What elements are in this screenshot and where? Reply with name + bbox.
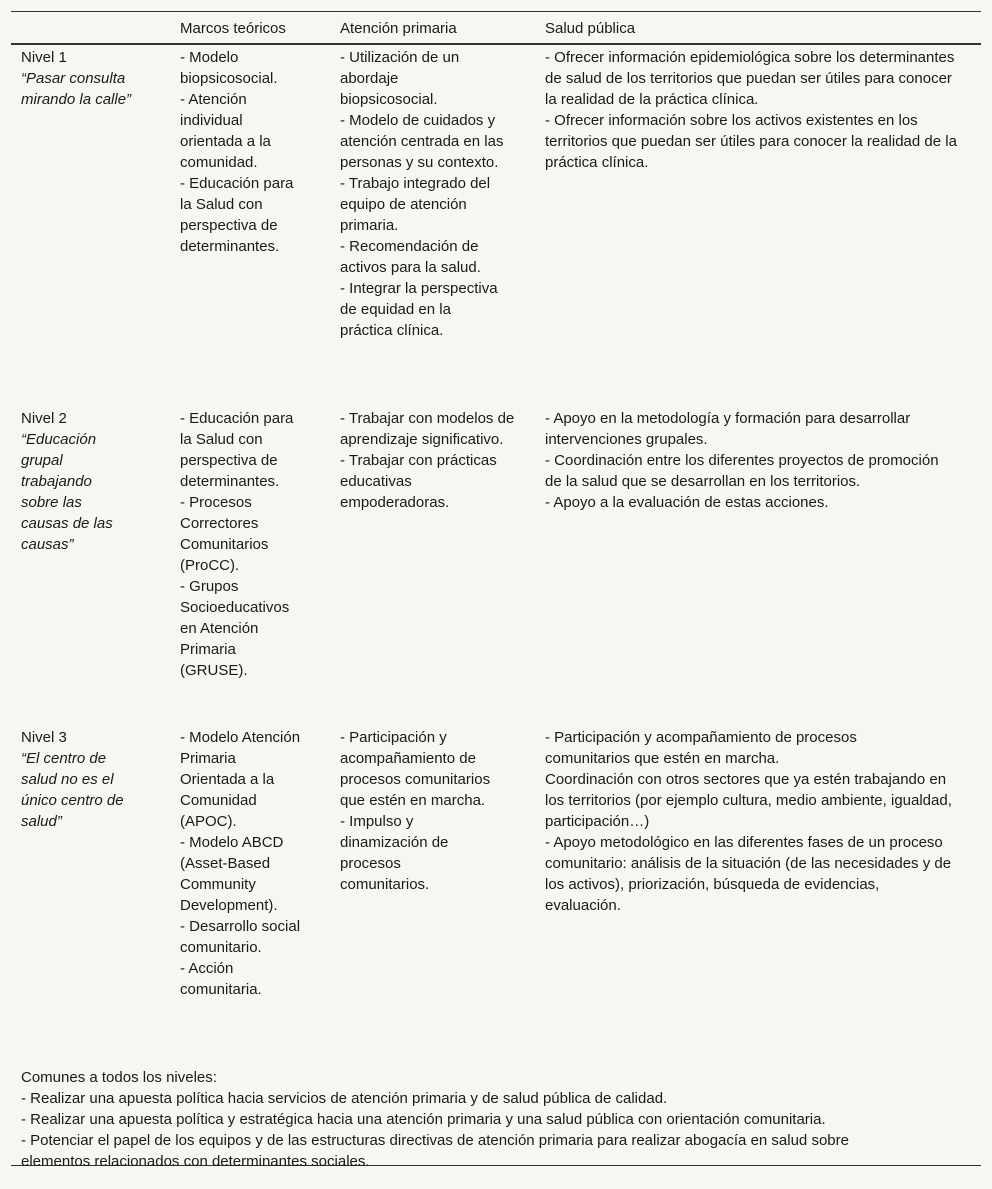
list-item: - Apoyo a la evaluación de estas acciones. xyxy=(545,494,829,511)
table-header xyxy=(11,12,981,45)
salud-cell xyxy=(545,727,957,916)
level-label: Nivel 3 xyxy=(21,729,67,746)
list-item: - Apoyo en la metodología y formación para desarrollar intervenciones grupales. xyxy=(545,410,911,448)
list-item: - Modelo de cuidados y atención centrada en las personas y su contexto. xyxy=(340,112,504,171)
list-item: - Trabajar con prácticas educativas empoderadoras. xyxy=(340,452,497,511)
table-row-nivel-2 xyxy=(11,408,981,708)
list-item: - Procesos Correctores Comunitarios (ProCC). xyxy=(180,494,269,574)
level-subtitle: “El centro de salud no es el único centro de salud” xyxy=(21,750,124,830)
level-cell xyxy=(21,47,141,110)
table-row-nivel-1 xyxy=(11,47,981,397)
header-marcos-teoricos: Marcos teóricos xyxy=(180,20,286,37)
list-item: - Impulso y dinamización de procesos comunitarios. xyxy=(340,813,449,893)
list-item: - Desarrollo social comunitario. xyxy=(180,918,301,956)
list-item: - Utilización de un abordaje biopsicosocial. xyxy=(340,49,460,108)
list-item: - Integrar la perspectiva de equidad en la práctica clínica. xyxy=(340,280,498,339)
list-item: - Coordinación entre los diferentes proyectos de promoción de la salud que se desarrollan en los territorios. xyxy=(545,452,939,490)
marcos-cell xyxy=(180,47,305,257)
list-item: - Grupos Socioeducativos en Atención Primaria (GRUSE). xyxy=(180,578,290,679)
list-item: Coordinación con otros sectores que ya estén trabajando en los territorios (por ejemplo cultura, medio ambiente, igualdad, participación…) xyxy=(545,771,952,830)
marcos-cell xyxy=(180,408,305,681)
level-subtitle: “Educación grupal trabajando sobre las causas de las causas” xyxy=(21,431,113,553)
list-item: - Atención individual orientada a la comunidad. xyxy=(180,91,271,171)
list-item: - Participación y acompañamiento de procesos comunitarios que estén en marcha. xyxy=(340,729,491,809)
level-cell xyxy=(21,408,121,555)
salud-cell xyxy=(545,47,965,173)
header-salud-publica: Salud pública xyxy=(545,20,636,37)
list-item: - Ofrecer información epidemiológica sobre los determinantes de salud de los territorios que puedan ser útiles para conocer la realidad de la práctica clínica. xyxy=(545,49,955,108)
list-item: - Modelo biopsicosocial. xyxy=(180,49,278,87)
salud-cell xyxy=(545,408,955,513)
atencion-cell xyxy=(340,47,510,341)
list-item: - Apoyo metodológico en las diferentes fases de un proceso comunitario: análisis de la situación (de las necesidades y de los activos), priorización, búsqueda de evidencias, evaluación. xyxy=(545,834,952,914)
header-atencion-primaria: Atención primaria xyxy=(340,20,457,37)
list-item: - Ofrecer información sobre los activos existentes en los territorios que puedan ser útiles para conocer la realidad de la práctica clínica. xyxy=(545,112,957,171)
list-item: - Educación para la Salud con perspectiva de determinantes. xyxy=(180,175,294,255)
footer-item: - Realizar una apuesta política hacia servicios de atención primaria y de salud pública de calidad. xyxy=(21,1090,668,1107)
list-item: - Educación para la Salud con perspectiva de determinantes. xyxy=(180,410,294,490)
level-label: Nivel 2 xyxy=(21,410,67,427)
list-item: - Trabajar con modelos de aprendizaje significativo. xyxy=(340,410,515,448)
list-item: - Modelo ABCD (Asset-Based Community Development). xyxy=(180,834,284,914)
footer-title: Comunes a todos los niveles: xyxy=(21,1069,217,1086)
table-row-nivel-3 xyxy=(11,727,981,1047)
marcos-cell xyxy=(180,727,305,1000)
atencion-cell xyxy=(340,408,515,513)
list-item: - Modelo Atención Primaria Orientada a la Comunidad (APOC). xyxy=(180,729,301,830)
list-item: - Participación y acompañamiento de procesos comunitarios que estén en marcha. xyxy=(545,729,857,767)
levels-table xyxy=(11,11,981,1170)
common-footer xyxy=(21,1067,961,1172)
level-label: Nivel 1 xyxy=(21,49,67,66)
list-item: - Recomendación de activos para la salud. xyxy=(340,238,481,276)
level-cell xyxy=(21,727,143,832)
list-item: - Trabajo integrado del equipo de atención primaria. xyxy=(340,175,491,234)
level-subtitle: “Pasar consulta mirando la calle” xyxy=(21,70,132,108)
atencion-cell xyxy=(340,727,510,895)
footer-item: - Potenciar el papel de los equipos y de las estructuras directivas de atención primaria para realizar abogacía en salud sobre elementos relacionados con determinantes sociales. xyxy=(21,1132,849,1170)
footer-item: - Realizar una apuesta política y estratégica hacia una atención primaria y una salud pública con orientación comunitaria. xyxy=(21,1111,826,1128)
list-item: - Acción comunitaria. xyxy=(180,960,262,998)
